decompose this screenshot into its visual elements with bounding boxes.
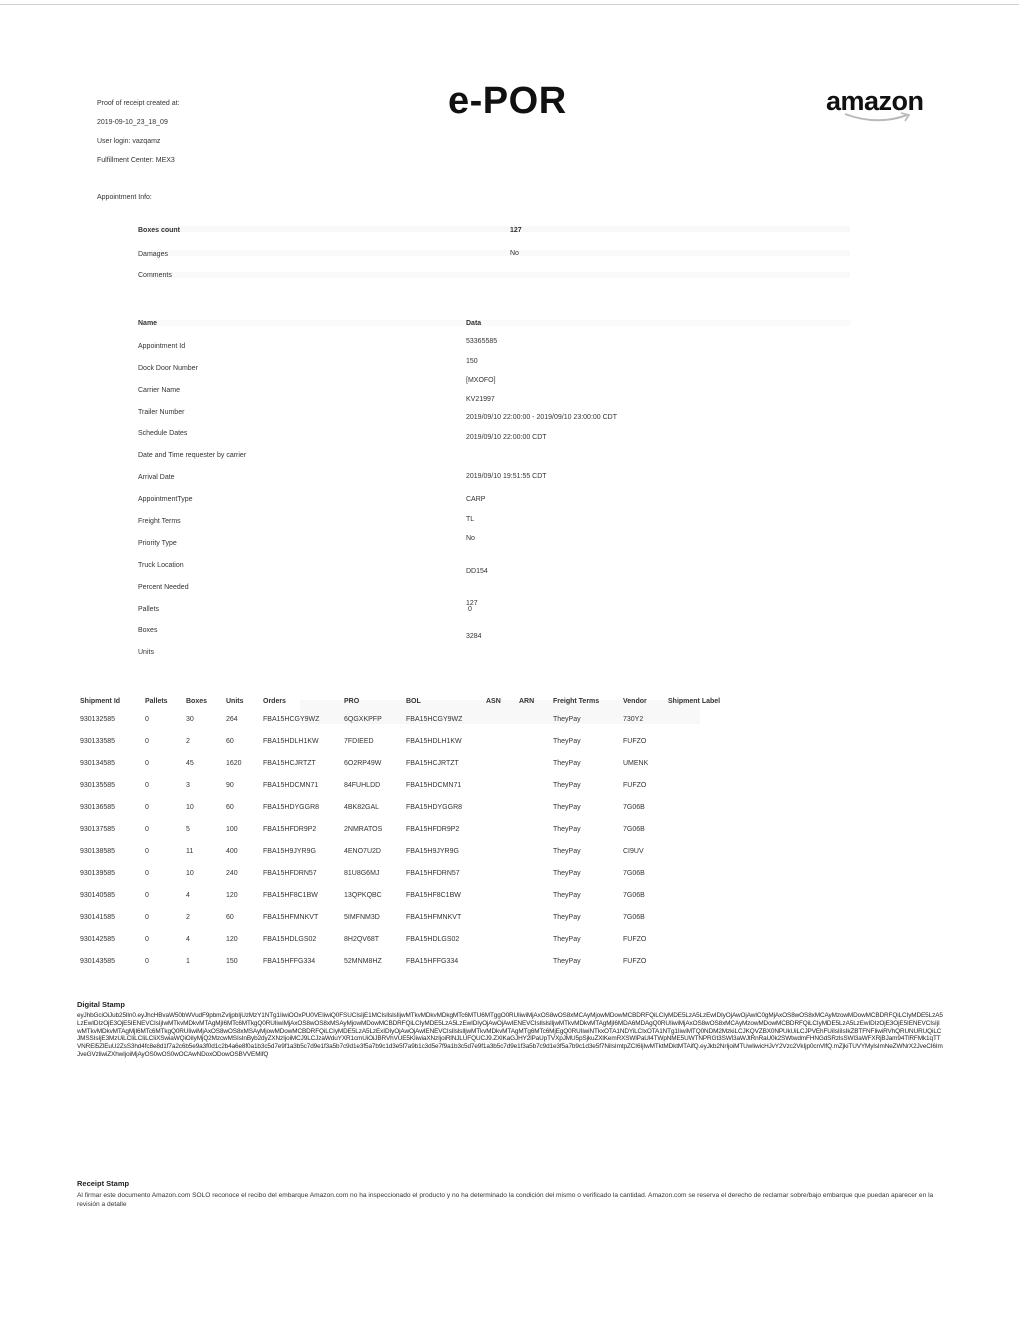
table-cell: 2 [186, 913, 190, 921]
detail-value: CARP [466, 496, 486, 503]
detail-label: Date and Time requester by carrier [138, 452, 247, 459]
digital-stamp-title: Digital Stamp [77, 1000, 125, 1009]
table-row [80, 818, 758, 840]
table-cell [486, 708, 519, 730]
table-cell [486, 752, 519, 774]
table-cell: FBA15HFFG334 [263, 957, 316, 965]
table-cell: FBA15HDLGS02 [406, 935, 460, 943]
table-cell: 7G06B [623, 869, 645, 877]
summary-label-comments: Comments [138, 272, 172, 279]
table-cell: 4BK82GAL [344, 803, 380, 811]
column-header: Pallets [145, 697, 168, 705]
table-cell: 81U8G6MJ [344, 869, 380, 877]
detail-label: Carrier Name [138, 387, 181, 394]
detail-value: 2019/09/10 22:00:00 - 2019/09/10 23:00:00 CDT [466, 414, 618, 421]
table-cell: FBA15HCGY9WZ [263, 715, 320, 723]
table-cell [668, 906, 758, 928]
table-cell [668, 708, 758, 730]
table-row [80, 752, 758, 774]
table-cell: FBA15HFDR9P2 [263, 825, 317, 833]
table-cell: TheyPay [553, 737, 581, 745]
table-cell [519, 906, 553, 928]
column-header: BOL [406, 697, 421, 705]
table-cell: TheyPay [553, 913, 581, 921]
table-cell: TheyPay [553, 715, 581, 723]
table-cell: 930143585 [80, 957, 116, 965]
table-cell: 930139585 [80, 869, 116, 877]
table-cell: FBA15HF8C1BW [406, 891, 461, 899]
detail-label: Percent Needed [138, 584, 189, 591]
table-cell: 10 [186, 869, 194, 877]
table-cell: 120 [226, 891, 238, 899]
column-header: Shipment Id [80, 697, 121, 705]
table-cell: 7FDIEED [344, 737, 374, 745]
table-cell: 930136585 [80, 803, 116, 811]
table-cell: FBA15HFMNKVT [406, 913, 462, 921]
table-cell: 730Y2 [623, 715, 644, 723]
detail-label: Dock Door Number [138, 365, 198, 372]
details-name-header: Name [138, 320, 158, 327]
table-cell: 13QPKQBC [344, 891, 382, 899]
table-cell: TheyPay [553, 891, 581, 899]
table-cell: FBA15HFDRN57 [263, 869, 317, 877]
detail-value: 0 [468, 606, 472, 613]
detail-label: Truck Location [138, 562, 184, 569]
table-cell: 7G06B [623, 825, 645, 833]
table-cell: 264 [226, 715, 238, 723]
detail-value: [MXOFO] [466, 377, 496, 384]
table-cell: TheyPay [553, 847, 581, 855]
detail-value: 3284 [466, 633, 482, 640]
table-cell: 0 [145, 781, 149, 789]
table-cell: 5 [186, 825, 190, 833]
detail-label: Boxes [138, 627, 158, 634]
table-cell: FBA15HF8C1BW [263, 891, 318, 899]
table-cell: FBA15HFDR9P2 [406, 825, 460, 833]
table-row [80, 774, 758, 796]
table-cell: FBA15HDCMN71 [406, 781, 462, 789]
table-cell: 0 [145, 913, 149, 921]
table-cell [668, 950, 758, 972]
receipt-stamp-title: Receipt Stamp [77, 1179, 130, 1188]
detail-label: AppointmentType [138, 496, 193, 503]
table-cell: TheyPay [553, 825, 581, 833]
amazon-logo: amazon [826, 86, 924, 116]
table-cell: 45 [186, 759, 194, 767]
table-cell [486, 774, 519, 796]
table-cell: FUFZO [623, 935, 647, 943]
table-row [80, 862, 758, 884]
detail-label: Pallets [138, 606, 160, 613]
detail-value: 2019/09/10 22:00:00 CDT [466, 434, 547, 441]
table-cell: 930132585 [80, 715, 116, 723]
table-cell: FBA15HCJRTZT [263, 759, 316, 767]
table-cell [668, 840, 758, 862]
table-row [80, 708, 758, 730]
table-cell [519, 840, 553, 862]
detail-value: KV21997 [466, 396, 495, 403]
table-cell: FBA15HFDRN57 [406, 869, 460, 877]
table-cell: FBA15HDCMN71 [263, 781, 319, 789]
detail-value: 53365585 [466, 338, 498, 345]
document-title: e-POR [448, 80, 567, 122]
column-header: Shipment Label [668, 697, 721, 705]
table-cell: 2NMRATOS [344, 825, 383, 833]
table-cell: TheyPay [553, 869, 581, 877]
table-cell [668, 928, 758, 950]
scan-artifact [150, 226, 850, 232]
fulfillment-center: Fulfillment Center: MEX3 [97, 157, 175, 164]
table-cell: 7G06B [623, 891, 645, 899]
table-cell: 11 [186, 847, 194, 855]
column-header: Freight Terms [553, 697, 600, 705]
summary-label-damages: Damages [138, 251, 168, 258]
column-header: PRO [344, 697, 360, 705]
table-cell: TheyPay [553, 781, 581, 789]
table-cell: 3 [186, 781, 190, 789]
table-cell: 60 [226, 737, 234, 745]
details-data-header: Data [466, 320, 482, 327]
table-cell [519, 708, 553, 730]
column-header: Vendor [623, 697, 647, 705]
table-cell [668, 796, 758, 818]
table-cell: 240 [226, 869, 238, 877]
detail-label: Appointment Id [138, 343, 186, 350]
table-cell: 0 [145, 935, 149, 943]
column-header: Orders [263, 697, 286, 705]
table-cell: 84FUHLDD [344, 781, 381, 789]
table-cell [519, 774, 553, 796]
table-cell: 5IMFNM3D [344, 913, 380, 921]
column-header: Units [226, 697, 244, 705]
table-cell: TheyPay [553, 935, 581, 943]
table-cell: 100 [226, 825, 238, 833]
column-header: ARN [519, 697, 535, 705]
table-cell [519, 862, 553, 884]
scan-artifact [150, 320, 850, 326]
scan-artifact [150, 250, 850, 256]
shipments-body [80, 708, 758, 972]
detail-value: DD154 [466, 568, 488, 575]
detail-value: No [466, 535, 475, 542]
table-cell [668, 818, 758, 840]
table-cell: 0 [145, 737, 149, 745]
table-cell: FBA15HDYGGR8 [406, 803, 463, 811]
table-cell: 150 [226, 957, 238, 965]
table-cell: FBA15H9JYR9G [263, 847, 316, 855]
table-cell: UMENK [623, 759, 649, 767]
table-cell: FBA15HFFG334 [406, 957, 459, 965]
detail-value: 150 [466, 358, 478, 365]
table-cell: FBA15HDLGS02 [263, 935, 317, 943]
table-cell: FUFZO [623, 781, 647, 789]
table-cell [486, 906, 519, 928]
digital-stamp-text: eyJhbGciOiJub25lIn0.eyJhcHBvaW50bWVudF9pbmZvIjpbIjUzMzY1NTg1IiwiOOxPU0VEIiwiQ0FSUCIsIjE1MCIsIlslsIljwMTkvMDkvMDkgMTc6MTU6MTggO0RUIiwiMjAxOS8wOS8xMCAyMjowMDowMCBDRFQiLCIyMDE5LzA5LzEwIDIyOjAwOjAwIC0gMjAxOS8wOS8xMCAyMzowMDowMCBDRFQiLCIyMDE5LzA5LzEwIDIzOjE3OjE5IENEVCIsIjIwMTkvMDkvMTAgMjI6MTc6MTkgQ0RUIiwiMjAxOS8wOS8xMSAyMjowMDowMCBDRFQiLCIyMDE5LzA5LzEwIDIyOjAwOjAwIENEVCIsIlslsIljwMTkvMDkvMTAgMjI6MDA6MDAgQ0RUIiwiMjAxOS8wOS8xMCAyMzowMDowMCBDRFQiLCIyMDE5LzA5LzEwIDIzOjE3OjE5IENEVCIsIjIwMTkvMDkvMTAgMjI6MTc6MTkgQ0RUIiwiMjAxOS8wOS8xMSAyMjowMDowMCBDRFQiLCIyMDE5LzA5LzExIDIyOjAwOjAwIENEVCIsIlslsIljwMTkvMDkvMTAgMTg6MTc6MjEgQ0RUIiwiNTkxOTA1NDYiLCIxOTA1NTg1IiwiMTQ0NDM2MzkiLCJKQVZBX0NPUkUiLCJPVEhFUiIsIiIsIkZBTFNFIiwiRVhQRUNURUQiLCJMSSIsIjE3MzUiLCIiLCIiLCIiXSwiaWQiOiIyMjQ2MzcwMSIsInByb2dyZXNzIjoiMCJ9LCJzaWduYXR1cmUiOiJBRVhVUE5KIiwiaXNzIjoiRlNJLUFQUCJ9.ZXlKaGJHY2lPaUpTVXpJMU5pSjkuZXlKemRXSWlPaUl4TWpNME5UWTNPRGt3SWl3aWJtRnRaU0k2SWtwdmFHNGdSRzlsSWl3aWFXRjBJam94TlRFMk1qTTVNREl5ZlEuU2ZsS3hd4fc8e8d1f7a2c6b5e9a3f0d1c2b4a6e8f0a1b3c5d7e9f1a3b5c7d9e1f3a5b7c9d1e3f5a7b9c1d3e5f7a9b1c3d5e7f9a1b3c5d7e9f1a3b5c7d9e1f3a5b7c9d1e3f5a7b9c1d3e5f7NiIsImtpZCI6IjIwMTktMDktMTAifQ.eyJkb2NrIjoiMTUwIiwicHJvY2Vzc2VkIjp0cnVlfQ.mZjkiTUVYMylsImNeZWNrX2JveCI6ImJveGVzliwiZXhwIjoiMjAyOS0wOS0wOCAwNDoxODowOSBVVEMifQ [77, 1012, 943, 1058]
table-cell: 120 [226, 935, 238, 943]
table-cell: 1620 [226, 759, 242, 767]
table-cell: 930141585 [80, 913, 116, 921]
table-cell: 2 [186, 737, 190, 745]
table-cell: 30 [186, 715, 194, 723]
table-cell [668, 774, 758, 796]
table-cell: 0 [145, 825, 149, 833]
table-cell [519, 818, 553, 840]
table-cell: 60 [226, 803, 234, 811]
table-cell: FUFZO [623, 957, 647, 965]
detail-label: Arrival Date [138, 474, 175, 481]
table-cell: 4 [186, 935, 190, 943]
table-cell [519, 950, 553, 972]
created-value: 2019-09-10_23_18_09 [97, 119, 168, 126]
detail-label: Priority Type [138, 540, 177, 547]
detail-label: Trailer Number [138, 409, 185, 416]
table-cell: 930140585 [80, 891, 116, 899]
table-row [80, 928, 758, 950]
table-cell: 6O2RP49W [344, 759, 382, 767]
table-cell: TheyPay [553, 957, 581, 965]
table-cell: 0 [145, 869, 149, 877]
summary-label-boxes-count: Boxes count [138, 227, 181, 234]
table-cell: 930137585 [80, 825, 116, 833]
table-cell [486, 796, 519, 818]
column-header: Boxes [186, 697, 208, 705]
table-cell [486, 862, 519, 884]
table-cell: 52MNM8HZ [344, 957, 382, 965]
table-cell: 0 [145, 847, 149, 855]
table-cell [668, 862, 758, 884]
table-cell: 90 [226, 781, 234, 789]
table-cell: 0 [145, 957, 149, 965]
table-cell [519, 884, 553, 906]
table-cell [486, 818, 519, 840]
table-cell: 930134585 [80, 759, 116, 767]
table-cell [668, 730, 758, 752]
table-cell: 8H2QV68T [344, 935, 380, 943]
column-header: ASN [486, 697, 501, 705]
table-row [80, 884, 758, 906]
table-cell: 7G06B [623, 803, 645, 811]
table-cell: 930133585 [80, 737, 116, 745]
top-rule [0, 4, 1019, 5]
table-cell: FBA15HDYGGR8 [263, 803, 320, 811]
table-cell: 10 [186, 803, 194, 811]
table-header-row [80, 694, 758, 708]
scan-artifact [150, 272, 850, 278]
table-cell: 6QGXKPFP [344, 715, 382, 723]
table-cell [486, 928, 519, 950]
table-cell [486, 840, 519, 862]
table-row [80, 906, 758, 928]
detail-label: Schedule Dates [138, 430, 188, 437]
table-cell: 400 [226, 847, 238, 855]
table-cell: 0 [145, 803, 149, 811]
table-cell [519, 730, 553, 752]
shipments-table [80, 694, 758, 972]
detail-value: 127 [466, 600, 478, 607]
table-cell: TheyPay [553, 759, 581, 767]
table-cell: FBA15HDLH1KW [406, 737, 462, 745]
detail-label: Freight Terms [138, 518, 181, 525]
table-cell: FBA15HCJRTZT [406, 759, 459, 767]
table-cell: 0 [145, 891, 149, 899]
table-cell: FBA15HFMNKVT [263, 913, 319, 921]
table-cell: CI9UV [623, 847, 644, 855]
amazon-smile-icon [843, 111, 913, 125]
table-cell: 1 [186, 957, 190, 965]
header-meta [97, 94, 180, 170]
table-cell [519, 928, 553, 950]
table-cell [486, 950, 519, 972]
table-cell: FBA15HDLH1KW [263, 737, 319, 745]
table-cell [668, 752, 758, 774]
appointment-info-label: Appointment Info: [97, 194, 152, 201]
table-cell: FBA15HCGY9WZ [406, 715, 463, 723]
table-cell: FUFZO [623, 737, 647, 745]
table-row [80, 730, 758, 752]
table-cell: 7G06B [623, 913, 645, 921]
receipt-stamp-text: Al firmar este documento Amazon.com SOLO reconoce el recibo del embarque Amazon.com no ha inspeccionado el producto y no ha determinado la condición del mismo o verificado la cantidad. Amazon.com se reserva el derecho de reclamar sobre/bajo embarque que puedan aparecer en la revisión a detalle [77, 1192, 934, 1208]
detail-value: 2019/09/10 19:51:55 CDT [466, 473, 547, 480]
table-cell: FBA15H9JYR9G [406, 847, 459, 855]
table-cell: TheyPay [553, 803, 581, 811]
table-cell: 930135585 [80, 781, 116, 789]
summary-value-damages: No [510, 250, 519, 257]
table-cell [486, 884, 519, 906]
table-cell: 60 [226, 913, 234, 921]
table-cell [486, 730, 519, 752]
table-cell [519, 752, 553, 774]
table-cell: 0 [145, 759, 149, 767]
summary-value-boxes-count: 127 [510, 227, 522, 234]
user-login: User login: vazqamz [97, 138, 161, 145]
table-cell [519, 796, 553, 818]
table-cell: 4 [186, 891, 190, 899]
created-label: Proof of receipt created at: [97, 100, 180, 107]
table-row [80, 840, 758, 862]
table-cell: 930138585 [80, 847, 116, 855]
table-row [80, 950, 758, 972]
table-cell [668, 884, 758, 906]
detail-value: TL [466, 516, 475, 523]
table-cell: 0 [145, 715, 149, 723]
table-cell: 930142585 [80, 935, 116, 943]
detail-label: Units [138, 649, 154, 656]
table-row [80, 796, 758, 818]
table-cell: 4ENO7U2D [344, 847, 381, 855]
